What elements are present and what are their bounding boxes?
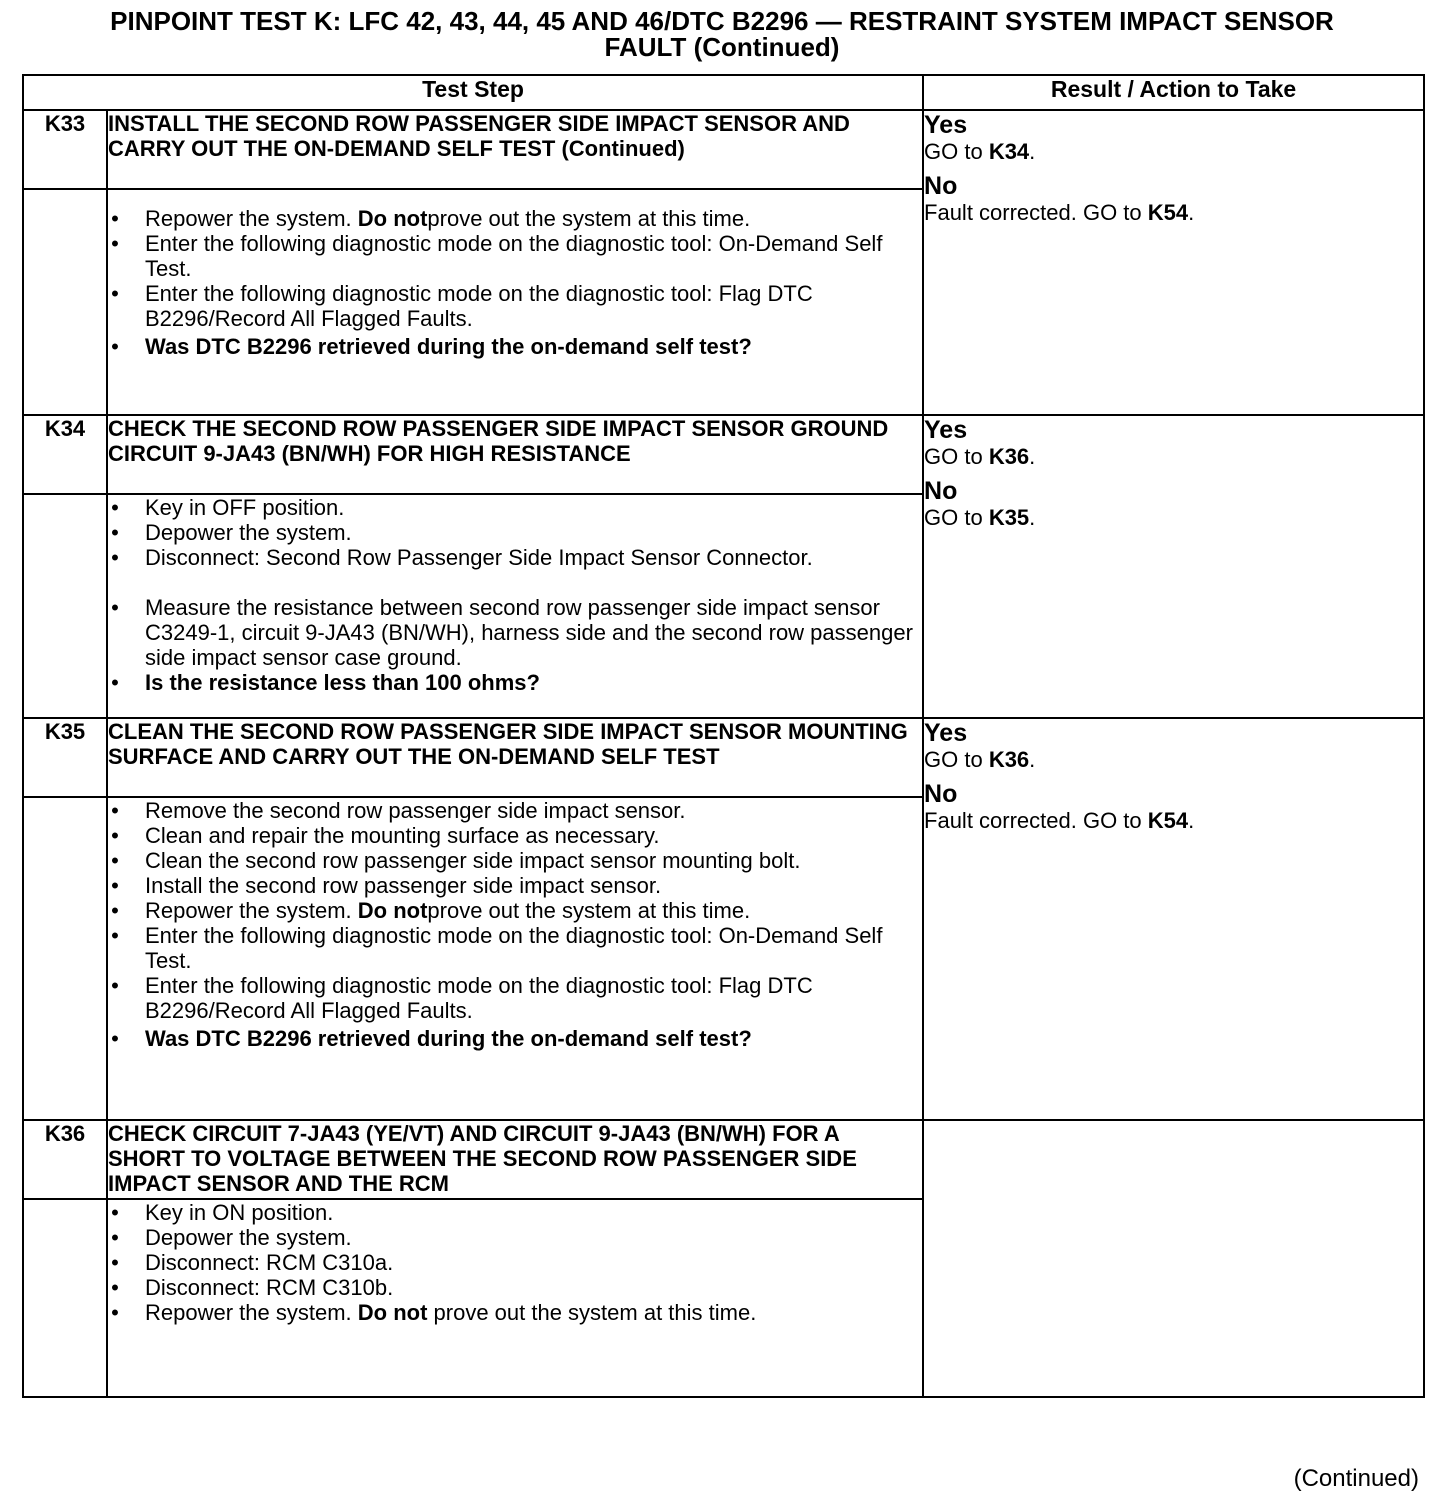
step-id: K35 — [23, 718, 107, 797]
result-cell — [923, 415, 1424, 718]
yes-action: GO to K36. — [924, 747, 1036, 772]
step-instructions — [107, 494, 923, 718]
step-heading-row — [23, 1120, 1424, 1199]
table-header-row — [23, 75, 1424, 110]
yes-label: Yes — [924, 111, 968, 139]
yes-action: GO to K34. — [924, 139, 1036, 164]
yes-action: GO to K36. — [924, 444, 1036, 469]
list-item: • Clean and repair the mounting surface as necessary. — [111, 823, 660, 848]
list-item: • Enter the following diagnostic mode on the diagnostic tool: On-Demand Self Test. — [111, 923, 883, 973]
list-item: • Depower the system. — [111, 1225, 352, 1250]
page-title — [22, 8, 1422, 60]
no-action: GO to K35. — [924, 505, 1036, 530]
yes-label: Yes — [924, 416, 968, 444]
result-cell — [923, 718, 1424, 1120]
list-item: • Was DTC B2296 retrieved during the on-demand self test? — [111, 334, 752, 359]
step-id: K34 — [23, 415, 107, 494]
step-id: K33 — [23, 110, 107, 189]
list-item: • Enter the following diagnostic mode on the diagnostic tool: Flag DTC B2296/Record All Flagged Faults. — [111, 973, 813, 1023]
list-item: • Was DTC B2296 retrieved during the on-demand self test? — [111, 1026, 752, 1051]
step-heading: CHECK CIRCUIT 7-JA43 (YE/VT) AND CIRCUIT 9-JA43 (BN/WH) FOR A SHORT TO VOLTAGE BETWEEN THE SECOND ROW PASSENGER SIDE IMPACT SENSOR AND THE RCM — [107, 1120, 923, 1199]
no-action: Fault corrected. GO to K54. — [924, 808, 1195, 833]
step-heading-row — [23, 718, 1424, 797]
step-heading: CHECK THE SECOND ROW PASSENGER SIDE IMPACT SENSOR GROUND CIRCUIT 9-JA43 (BN/WH) FOR HIGH RESISTANCE — [107, 415, 923, 494]
list-item: • Enter the following diagnostic mode on the diagnostic tool: Flag DTC B2296/Record All Flagged Faults. — [111, 281, 813, 331]
no-label: No — [924, 477, 958, 505]
list-item: • Install the second row passenger side impact sensor. — [111, 873, 662, 898]
list-item: • Repower the system. Do not prove out the system at this time. — [111, 1300, 757, 1325]
column-header-result: Result / Action to Take — [923, 75, 1424, 110]
yes-label: Yes — [924, 719, 968, 747]
step-heading: CLEAN THE SECOND ROW PASSENGER SIDE IMPACT SENSOR MOUNTING SURFACE AND CARRY OUT THE ON-DEMAND SELF TEST — [107, 718, 923, 797]
list-item: • Disconnect: Second Row Passenger Side Impact Sensor Connector. — [111, 545, 813, 570]
list-item: • Enter the following diagnostic mode on the diagnostic tool: On-Demand Self Test. — [111, 231, 883, 281]
list-item: • Clean the second row passenger side impact sensor mounting bolt. — [111, 848, 801, 873]
result-cell — [923, 1120, 1424, 1397]
step-heading: INSTALL THE SECOND ROW PASSENGER SIDE IMPACT SENSOR AND CARRY OUT THE ON-DEMAND SELF TEST (Continued) — [107, 110, 923, 189]
list-item: • Depower the system. — [111, 520, 352, 545]
list-item: • Disconnect: RCM C310a. — [111, 1250, 394, 1275]
pinpoint-test-table — [22, 74, 1425, 1398]
list-item: • Key in ON position. — [111, 1200, 334, 1225]
list-item: • Repower the system. Do notprove out the system at this time. — [111, 898, 751, 923]
list-item: • Is the resistance less than 100 ohms? — [111, 670, 540, 695]
column-header-test-step: Test Step — [23, 75, 923, 110]
list-item: • Measure the resistance between second row passenger side impact sensor C3249-1, circuit 9-JA43 (BN/WH), harness side and the second row passenger side impact sensor case ground. — [111, 595, 913, 670]
step-instructions — [107, 797, 923, 1120]
no-label: No — [924, 172, 958, 200]
step-id: K36 — [23, 1120, 107, 1199]
list-item: • Remove the second row passenger side impact sensor. — [111, 798, 686, 823]
no-label: No — [924, 780, 958, 808]
list-item: • Key in OFF position. — [111, 495, 345, 520]
list-item: • Repower the system. Do notprove out the system at this time. — [111, 206, 751, 231]
title-line-1: PINPOINT TEST K: LFC 42, 43, 44, 45 AND 46/DTC B2296 — RESTRAINT SYSTEM IMPACT SENSOR — [110, 6, 1334, 36]
continued-footer: (Continued) — [1293, 1465, 1419, 1492]
step-heading-row — [23, 110, 1424, 189]
step-instructions — [107, 1199, 923, 1397]
step-instructions — [107, 189, 923, 415]
result-cell — [923, 110, 1424, 415]
no-action: Fault corrected. GO to K54. — [924, 200, 1195, 225]
title-line-2: FAULT (Continued) — [604, 32, 840, 62]
list-item: • Disconnect: RCM C310b. — [111, 1275, 394, 1300]
step-heading-row — [23, 415, 1424, 494]
